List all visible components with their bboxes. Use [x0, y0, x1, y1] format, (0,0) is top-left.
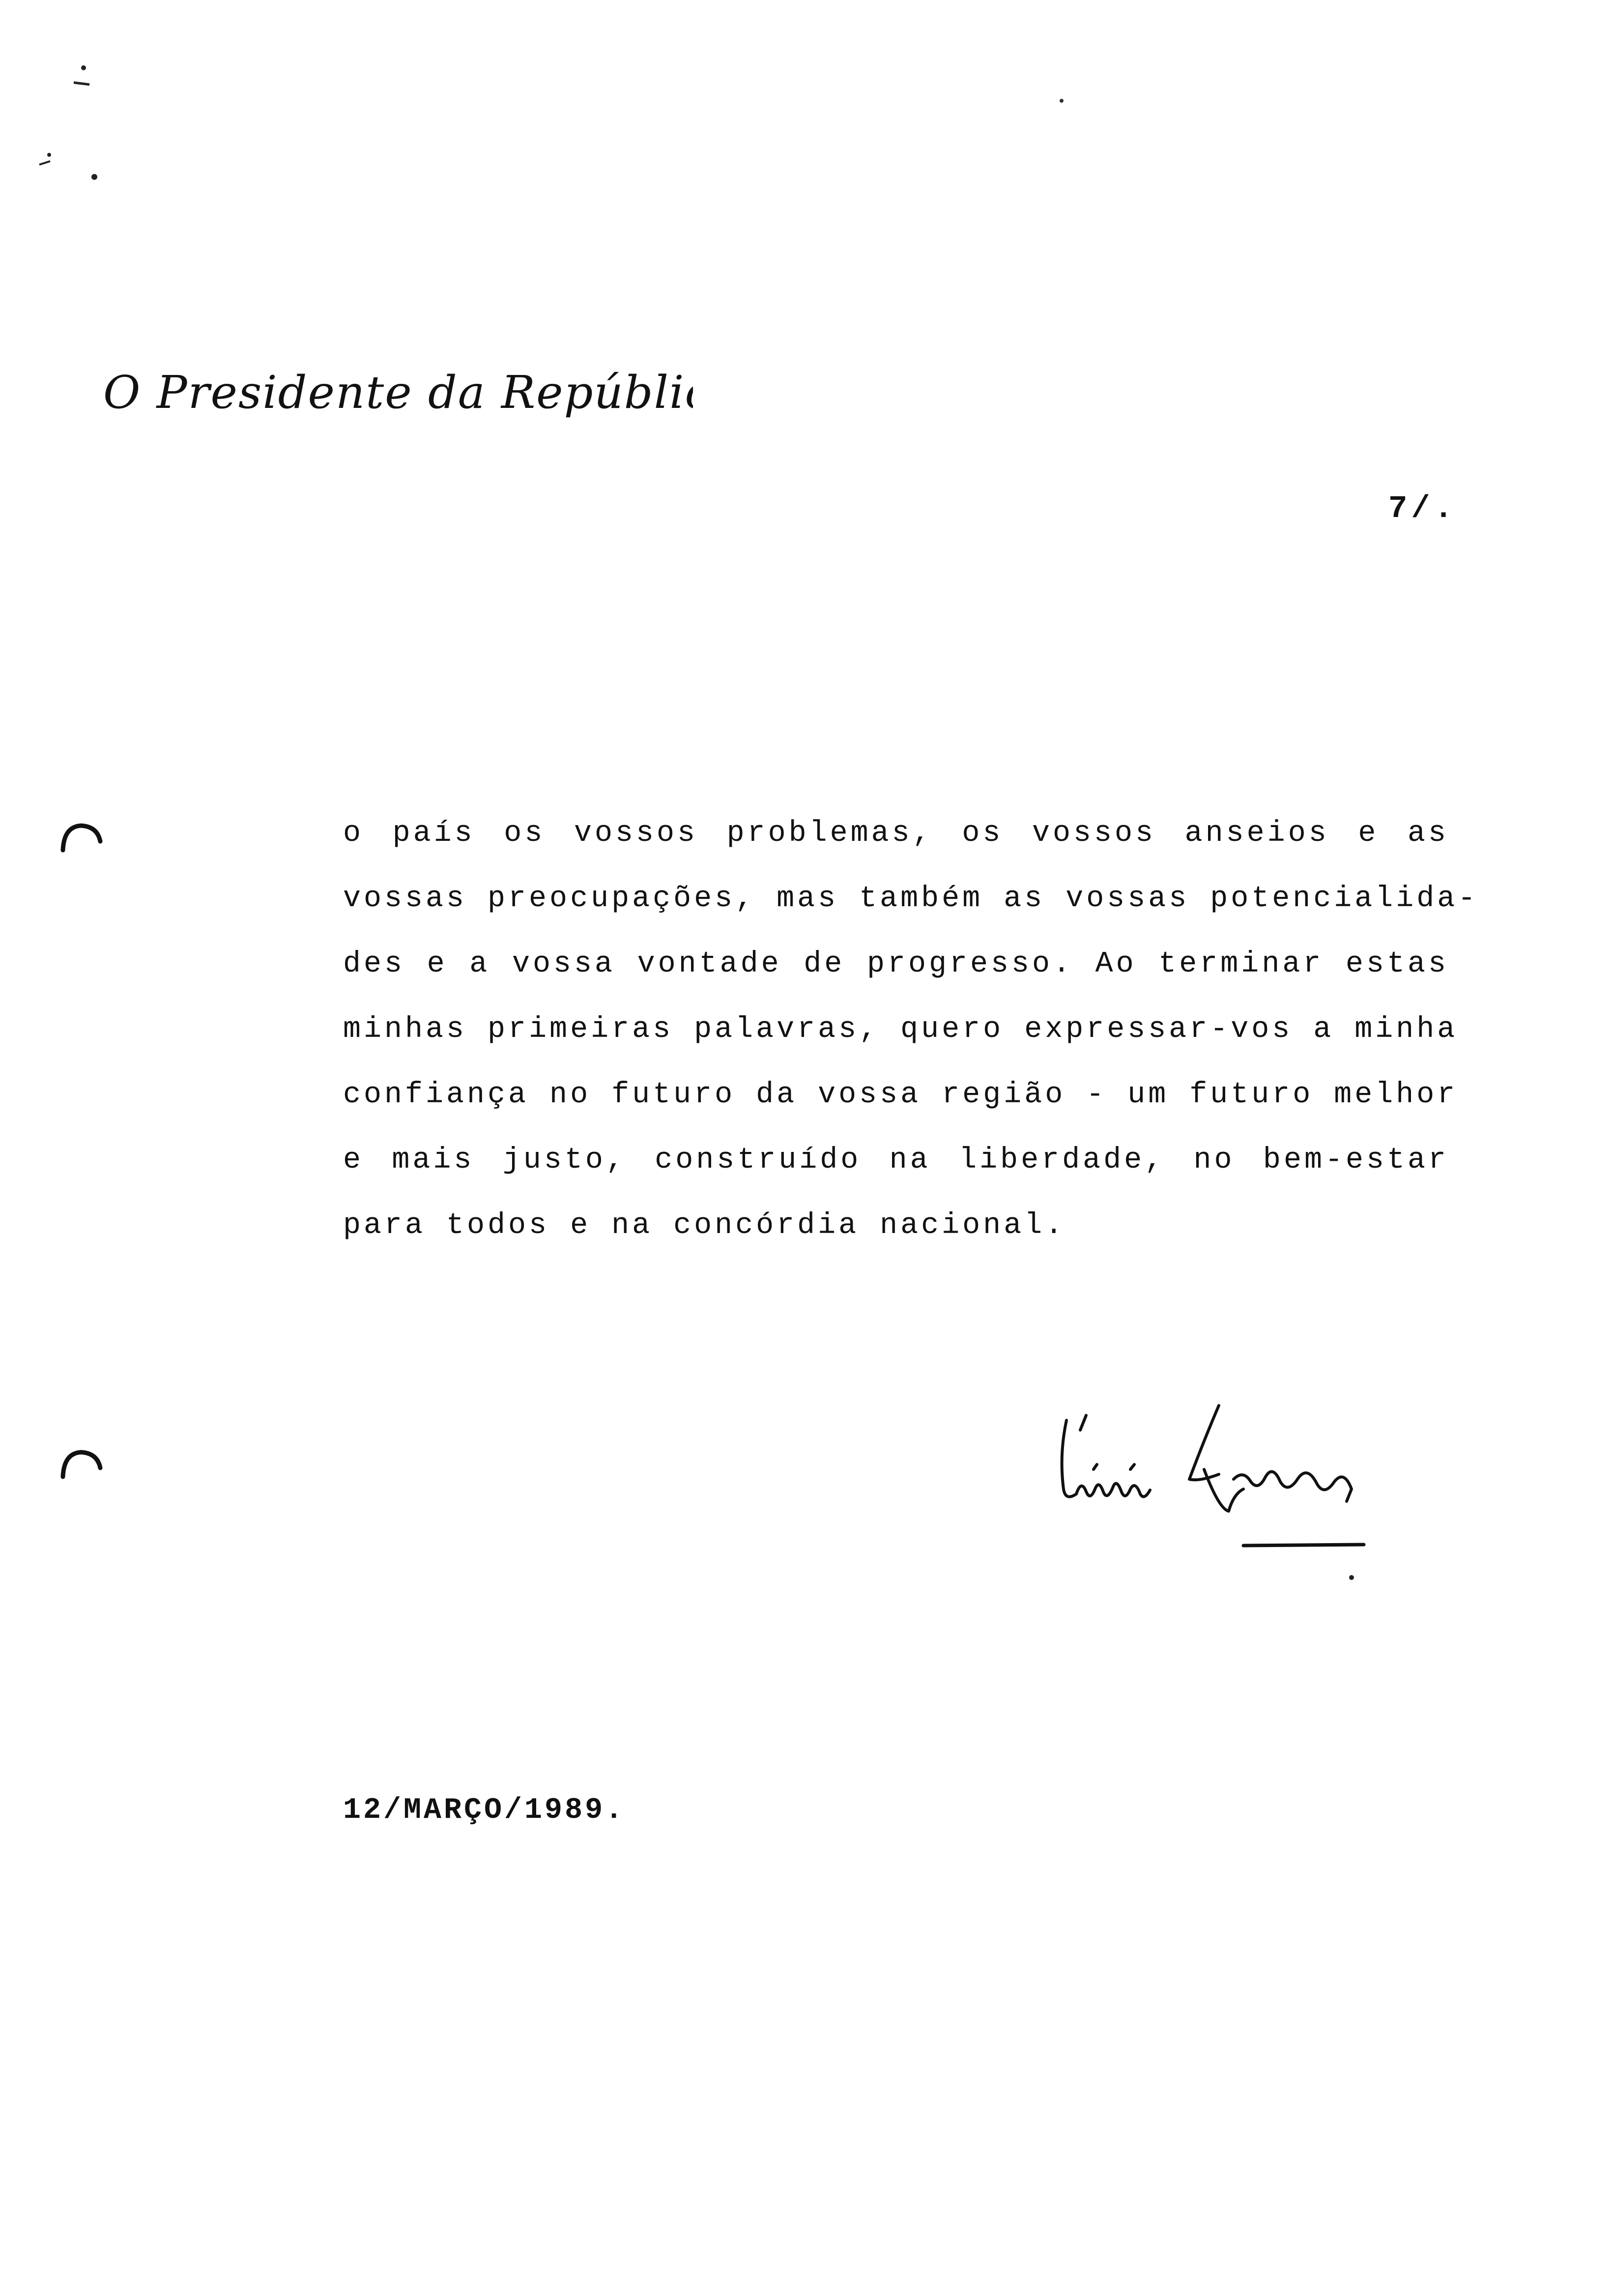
body-line: o país os vossos problemas, os vossos anseios e as — [343, 817, 1449, 850]
letterhead-title — [103, 359, 693, 428]
body-line: e mais justo, construído na liberdade, no bem-estar — [343, 1144, 1449, 1177]
punch-hole-icon — [59, 1447, 103, 1492]
body-line: des e a vossa vontade de progresso. Ao terminar estas — [343, 947, 1449, 981]
page-number: 7/. — [1388, 491, 1457, 527]
body-line: minhas primeiras palavras, quero expressar-vos a minha — [343, 1013, 1458, 1046]
punch-hole-icon — [59, 821, 103, 865]
body-line: para todos e na concórdia nacional. — [343, 1209, 1066, 1242]
body-text — [343, 801, 1479, 1259]
letterhead-title-text: O Presidente da República — [103, 366, 693, 419]
handwritten-signature — [1057, 1396, 1391, 1558]
body-line: vossas preocupações, mas também as vossas potencialida- — [343, 882, 1479, 916]
date: 12/MARÇO/1989. — [343, 1794, 626, 1827]
body-line: confiança no futuro da vossa região - um futuro melhor — [343, 1078, 1458, 1112]
